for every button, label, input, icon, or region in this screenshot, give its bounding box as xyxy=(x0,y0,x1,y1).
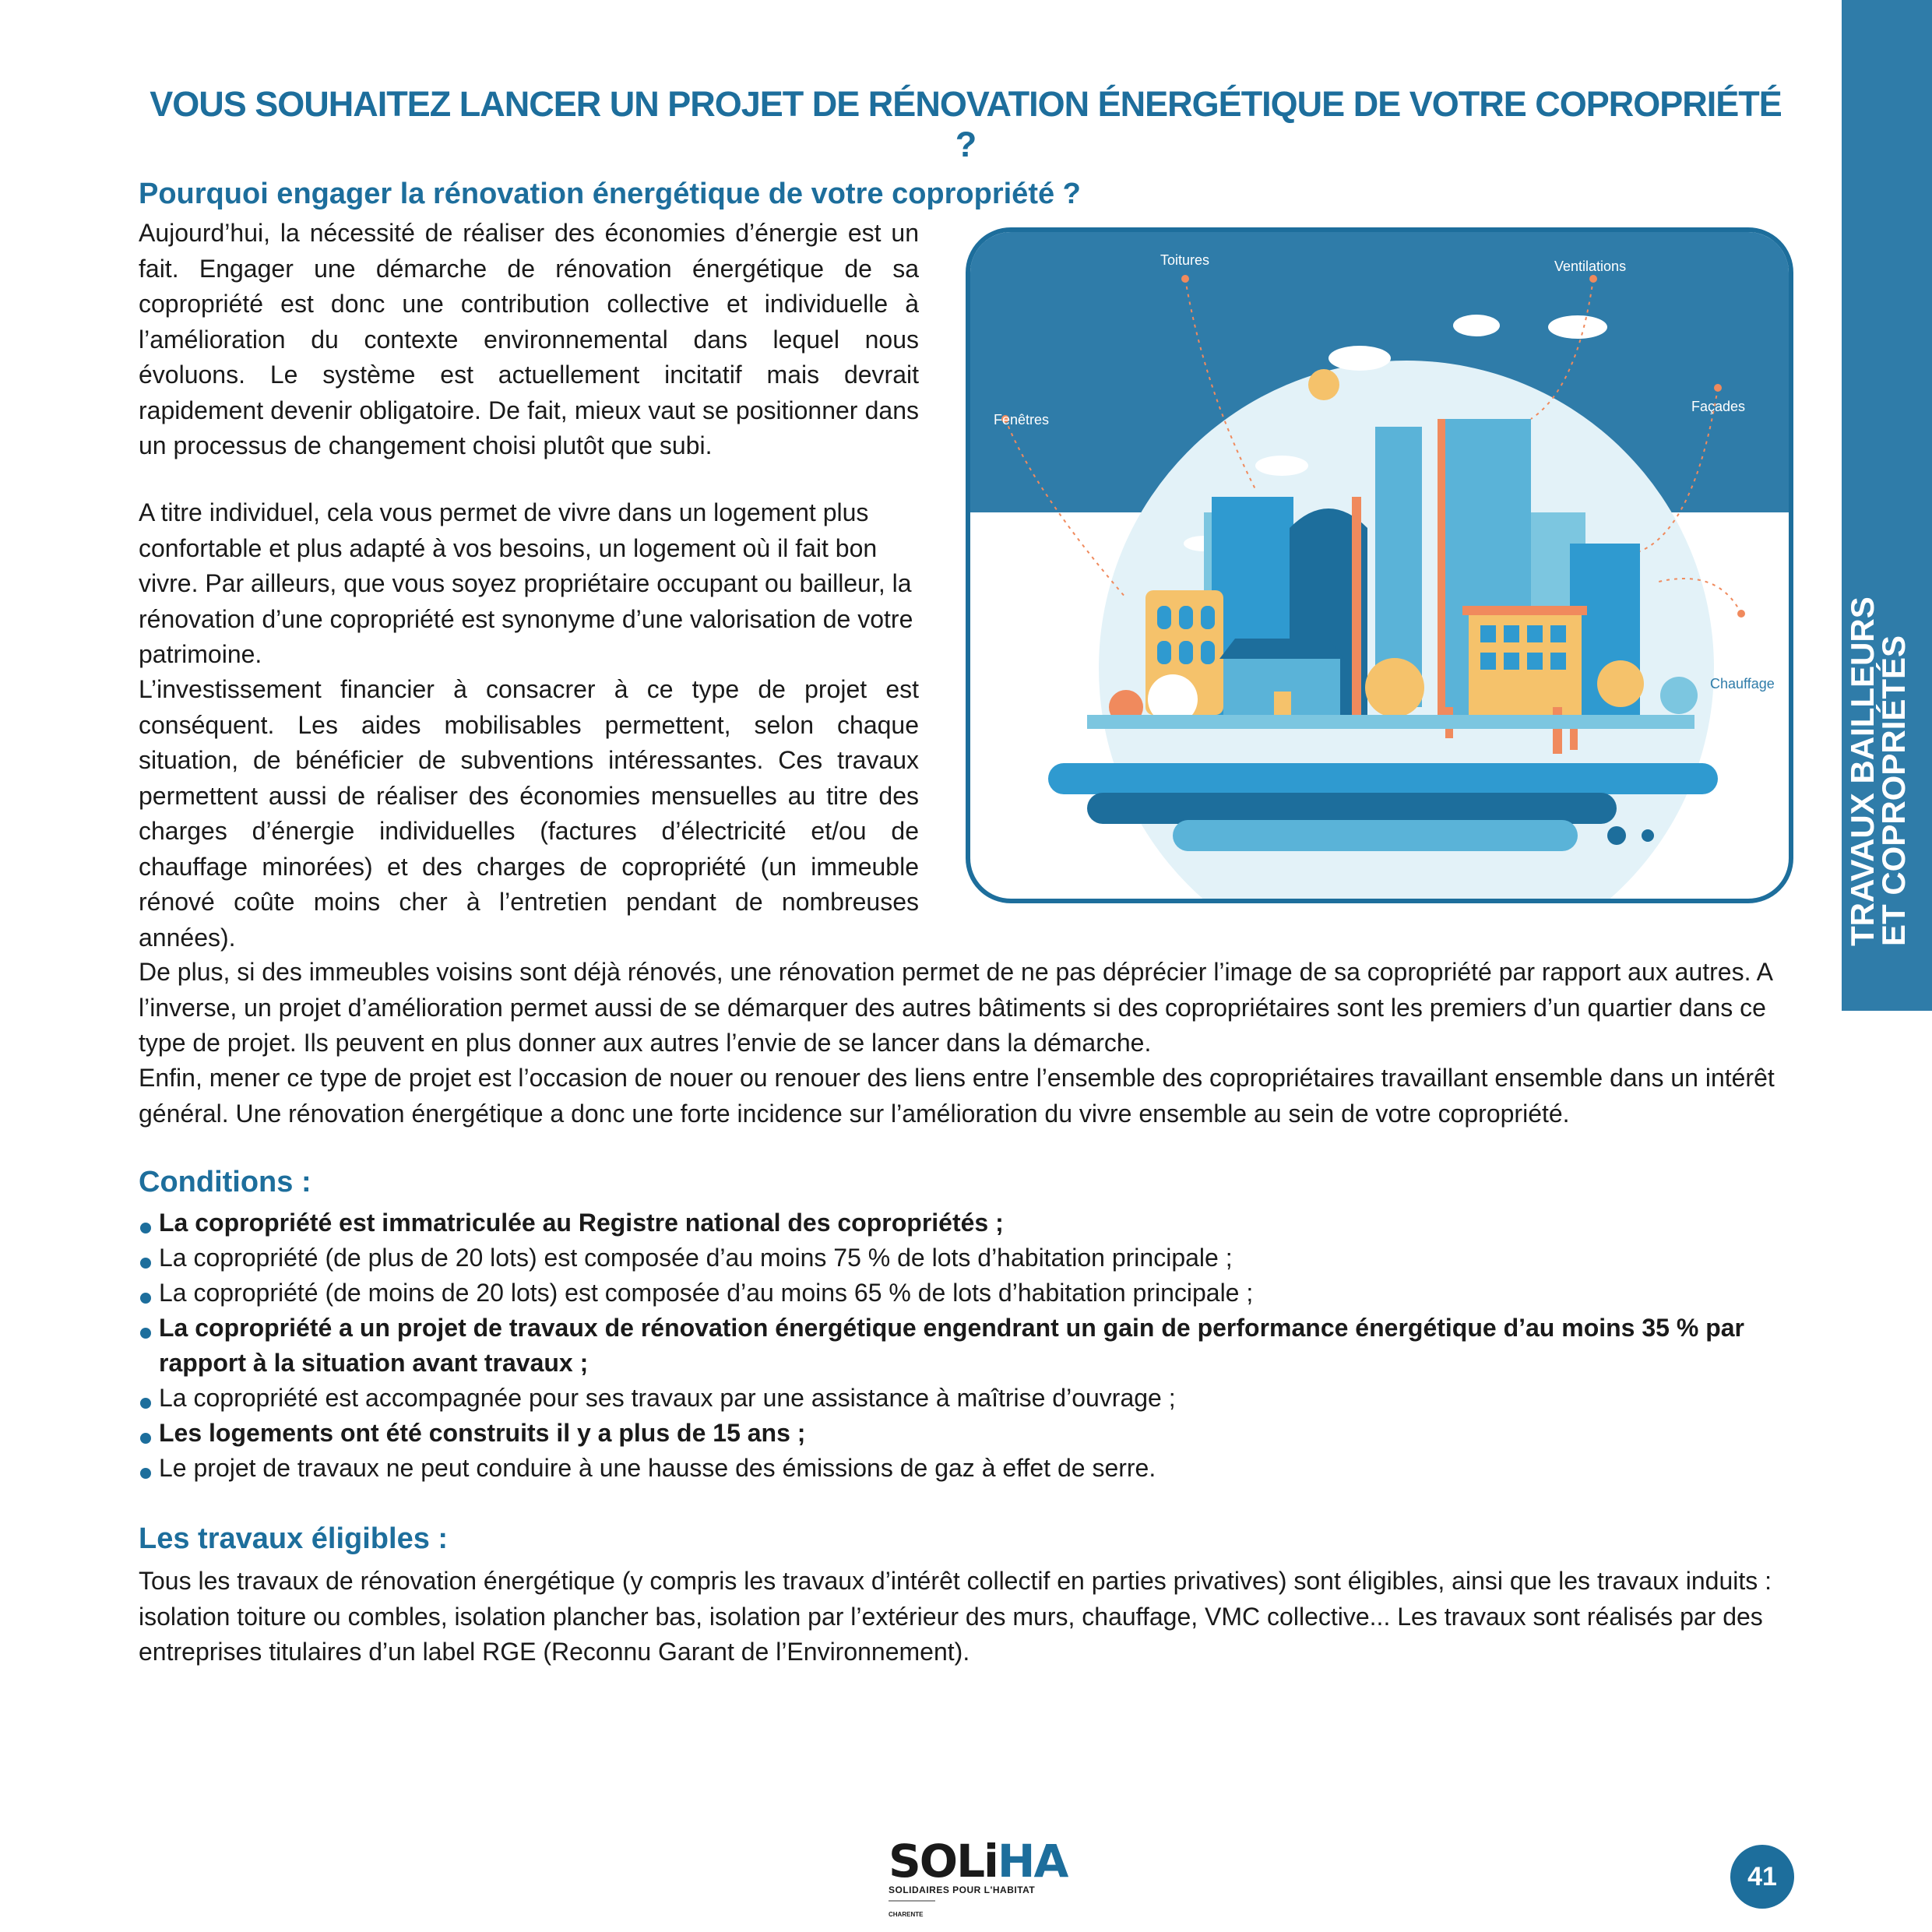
platform xyxy=(1048,763,1718,794)
page-number: 41 xyxy=(1730,1845,1794,1909)
sun-icon xyxy=(1308,369,1339,400)
paragraph-collective: Enfin, mener ce type de projet est l’occasion de nouer ou renouer des liens entre l’ensemble des copropriétaires travaillant ensemble dans un intérêt général. Une rénovation énergétique a donc une forte incidence sur l’amélioration du vivre ensemble au sein de votre copropriété. xyxy=(139,1064,1775,1128)
renovation-illustration xyxy=(966,227,1793,903)
label-ventilations: Ventilations xyxy=(1554,259,1627,274)
label-chauffage: Chauffage xyxy=(1710,676,1775,692)
section-heading-why: Pourquoi engager la rénovation énergétique de votre copropriété ? xyxy=(139,178,1081,210)
conditions-list xyxy=(139,1205,1793,1486)
soliha-logo: SOLiHA SOLIDAIRES POUR L'HABITAT CHARENTE xyxy=(889,1835,1068,1918)
side-tab-label: TRAVAUX BAILLEURS ET COPROPRIÉTÉS xyxy=(1844,596,1912,946)
section-heading-conditions: Conditions : xyxy=(139,1166,311,1198)
page-title: VOUS SOUHAITEZ LANCER UN PROJET DE RÉNOVATION ÉNERGÉTIQUE DE VOTRE COPROPRIÉTÉ ? xyxy=(150,84,1782,164)
paragraph-intro: Aujourd’hui, la nécessité de réaliser des économies d’énergie est un fait. Engager une démarche de rénovation énergétique de sa copropriété est donc une contribution collective et individuelle à l’amélioration du contexte environnemental dans lequel nous évoluons. Le système est actuellement incitatif mais devrait rapidement devenir obligatoire. De fait, mieux vaut se positionner dans un processus de changement choisi plutôt que subi. xyxy=(139,219,919,459)
list-item: La copropriété (de plus de 20 lots) est composée d’au moins 75 % de lots d’habitation principale ; xyxy=(139,1240,1793,1276)
list-item: La copropriété est immatriculée au Registre national des copropriétés ; xyxy=(139,1205,1793,1240)
paragraph-investment: L’investissement financier à consacrer à ce type de projet est conséquent. Les aides mobilisables permettent, selon chaque situation, de bénéficier de subventions intéressantes. Ces travaux permettent aussi de réaliser des économies mensuelles au titre des charges d’énergie individuelles (factures d’électricité et/ou de chauffage minorées) et des charges de copropriété (un immeuble rénové coûte moins cher à l’entretien pendant de nombreuses années). xyxy=(139,675,919,952)
list-item: La copropriété est accompagnée pour ses travaux par une assistance à maîtrise d’ouvrage ; xyxy=(139,1381,1793,1416)
section-heading-eligible: Les travaux éligibles : xyxy=(139,1522,449,1555)
label-facades: Façades xyxy=(1691,399,1746,414)
list-item: Le projet de travaux ne peut conduire à une hausse des émissions de gaz à effet de serre. xyxy=(139,1451,1793,1486)
label-fenetres: Fenêtres xyxy=(994,412,1050,428)
paragraph-individual: A titre individuel, cela vous permet de vivre dans un logement plus confortable et plus adapté à vos besoins, un logement où il fait bon vivre. Par ailleurs, que vous soyez propriétaire occupant ou bailleur, la rénovation d’une copropriété est synonyme d’une valorisation de votre patrimoine. xyxy=(139,498,913,668)
list-item: Les logements ont été construits il y a plus de 15 ans ; xyxy=(139,1416,1793,1451)
paragraph-eligible: Tous les travaux de rénovation énergétique (y compris les travaux d’intérêt collectif en parties privatives) sont éligibles, ainsi que les travaux induits : isolation toiture ou combles, isolation plancher bas, isolation par l’extérieur des murs, chauffage, VMC collective... Les travaux sont réalisés par des entreprises titulaires d’un label RGE (Reconnu Garant de l’Environnement). xyxy=(139,1567,1772,1666)
paragraph-neighbours: De plus, si des immeubles voisins sont déjà rénovés, une rénovation permet de ne pas déprécier l’image de sa copropriété par rapport aux autres. A l’inverse, un projet d’amélioration permet aussi de se démarquer des autres bâtiments si des copropriétaires sont les premiers d’un quartier dans ce type de projet. Ils peuvent en plus donner aux autres l’envie de se lancer dans la démarche. xyxy=(139,958,1772,1057)
label-toitures: Toitures xyxy=(1160,252,1210,268)
list-item: La copropriété a un projet de travaux de rénovation énergétique engendrant un gain de performance énergétique d’au moins 35 % par rapport à la situation avant travaux ; xyxy=(139,1311,1793,1381)
list-item: La copropriété (de moins de 20 lots) est composée d’au moins 65 % de lots d’habitation principale ; xyxy=(139,1276,1793,1311)
